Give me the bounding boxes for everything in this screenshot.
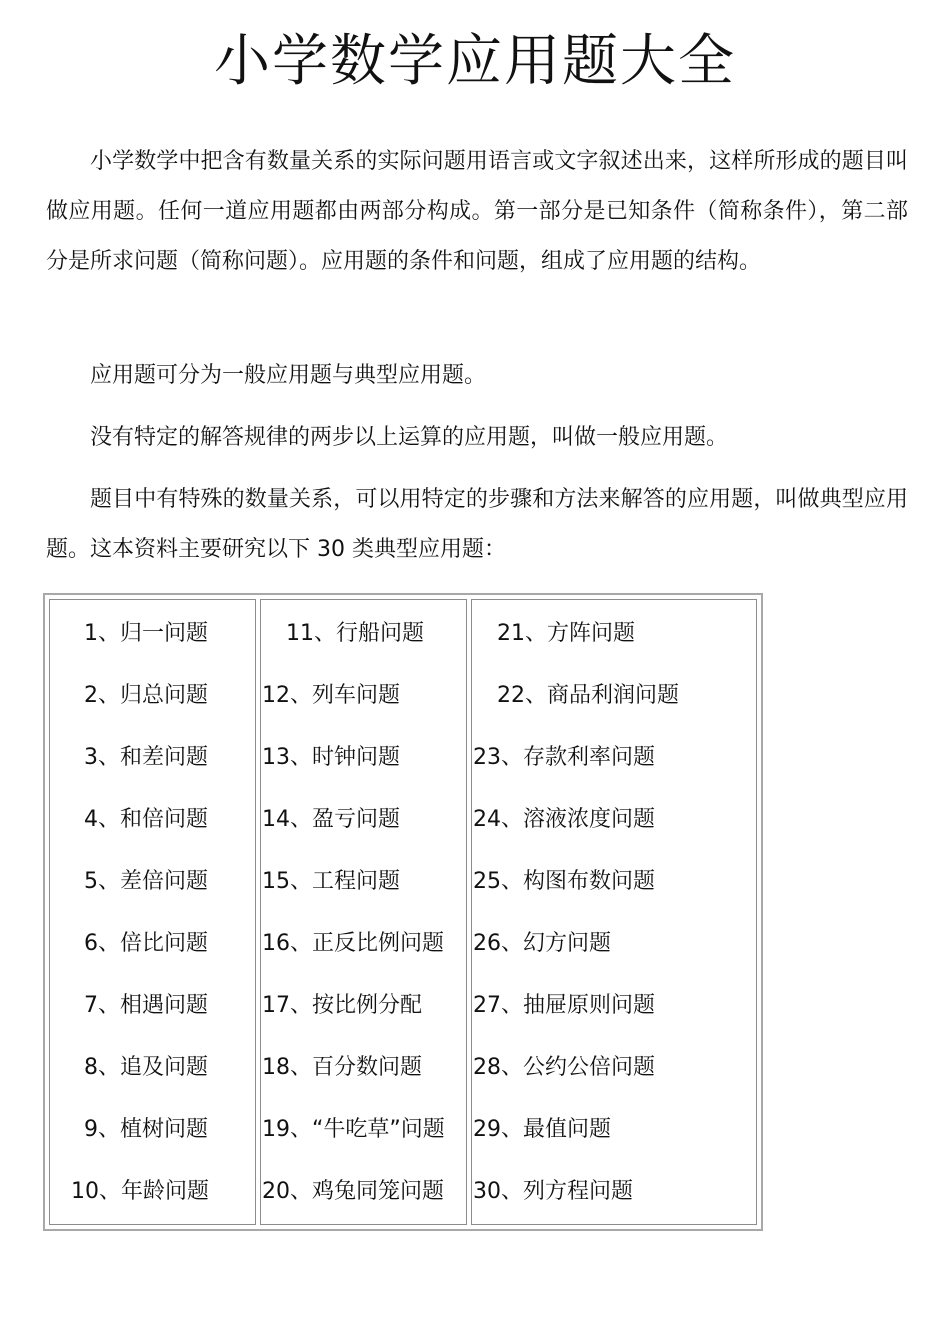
intro-paragraph: 小学数学中把含有数量关系的实际问题用语言或文字叙述出来，这样所形成的题目叫做应用题。任何一道应用题都由两部分构成。第一部分是已知条件（简称条件），第二部分是所求问题（简称问题）。应用题的条件和问题，组成了应用题的结构。: [46, 149, 908, 274]
problem-type-item: 21、方阵问题: [497, 621, 635, 646]
page-title: 小学数学应用题大全: [214, 29, 736, 94]
problem-type-item: 13、时钟问题: [262, 745, 400, 770]
general-definition-paragraph: 没有特定的解答规律的两步以上运算的应用题，叫做一般应用题。: [90, 425, 729, 450]
problem-type-item: 23、存款利率问题: [473, 745, 655, 770]
problem-type-item: 2、归总问题: [84, 683, 208, 708]
problem-type-item: 11、行船问题: [286, 621, 424, 646]
problem-type-item: 24、溶液浓度问题: [473, 807, 655, 832]
problem-type-item: 9、植树问题: [84, 1117, 208, 1142]
problem-type-item: 19、“牛吃草”问题: [262, 1117, 445, 1142]
problem-type-item: 17、按比例分配: [262, 993, 422, 1018]
problem-type-item: 16、正反比例问题: [262, 931, 444, 956]
problem-type-item: 12、列车问题: [262, 683, 400, 708]
problem-type-item: 27、抽屉原则问题: [473, 993, 655, 1018]
problem-type-item: 22、商品利润问题: [497, 683, 679, 708]
problem-type-item: 15、工程问题: [262, 869, 400, 894]
problem-type-item: 1、归一问题: [84, 621, 208, 646]
problem-type-item: 26、幻方问题: [473, 931, 611, 956]
problem-type-item: 30、列方程问题: [473, 1179, 633, 1204]
problem-type-item: 20、鸡兔同笼问题: [262, 1179, 444, 1204]
problem-type-item: 3、和差问题: [84, 745, 208, 770]
problem-types-column-1: [49, 599, 256, 1225]
problem-type-item: 18、百分数问题: [262, 1055, 422, 1080]
problem-type-item: 29、最值问题: [473, 1117, 611, 1142]
problem-type-item: 7、相遇问题: [84, 993, 208, 1018]
problem-types-column-3: [471, 599, 757, 1225]
problem-type-item: 6、倍比问题: [84, 931, 208, 956]
problem-types-table: [43, 593, 763, 1231]
problem-type-item: 25、构图布数问题: [473, 869, 655, 894]
problem-type-item: 4、和倍问题: [84, 807, 208, 832]
problem-types-column-2: [260, 599, 467, 1225]
problem-type-item: 28、公约公倍问题: [473, 1055, 655, 1080]
classification-paragraph: 应用题可分为一般应用题与典型应用题。: [90, 363, 487, 388]
problem-type-item: 8、追及问题: [84, 1055, 208, 1080]
problem-type-item: 14、盈亏问题: [262, 807, 400, 832]
problem-type-item: 10、年龄问题: [71, 1179, 209, 1204]
typical-definition-paragraph: 题目中有特殊的数量关系，可以用特定的步骤和方法来解答的应用题，叫做典型应用题。这本资料主要研究以下 30 类典型应用题：: [46, 487, 908, 562]
problem-type-item: 5、差倍问题: [84, 869, 208, 894]
